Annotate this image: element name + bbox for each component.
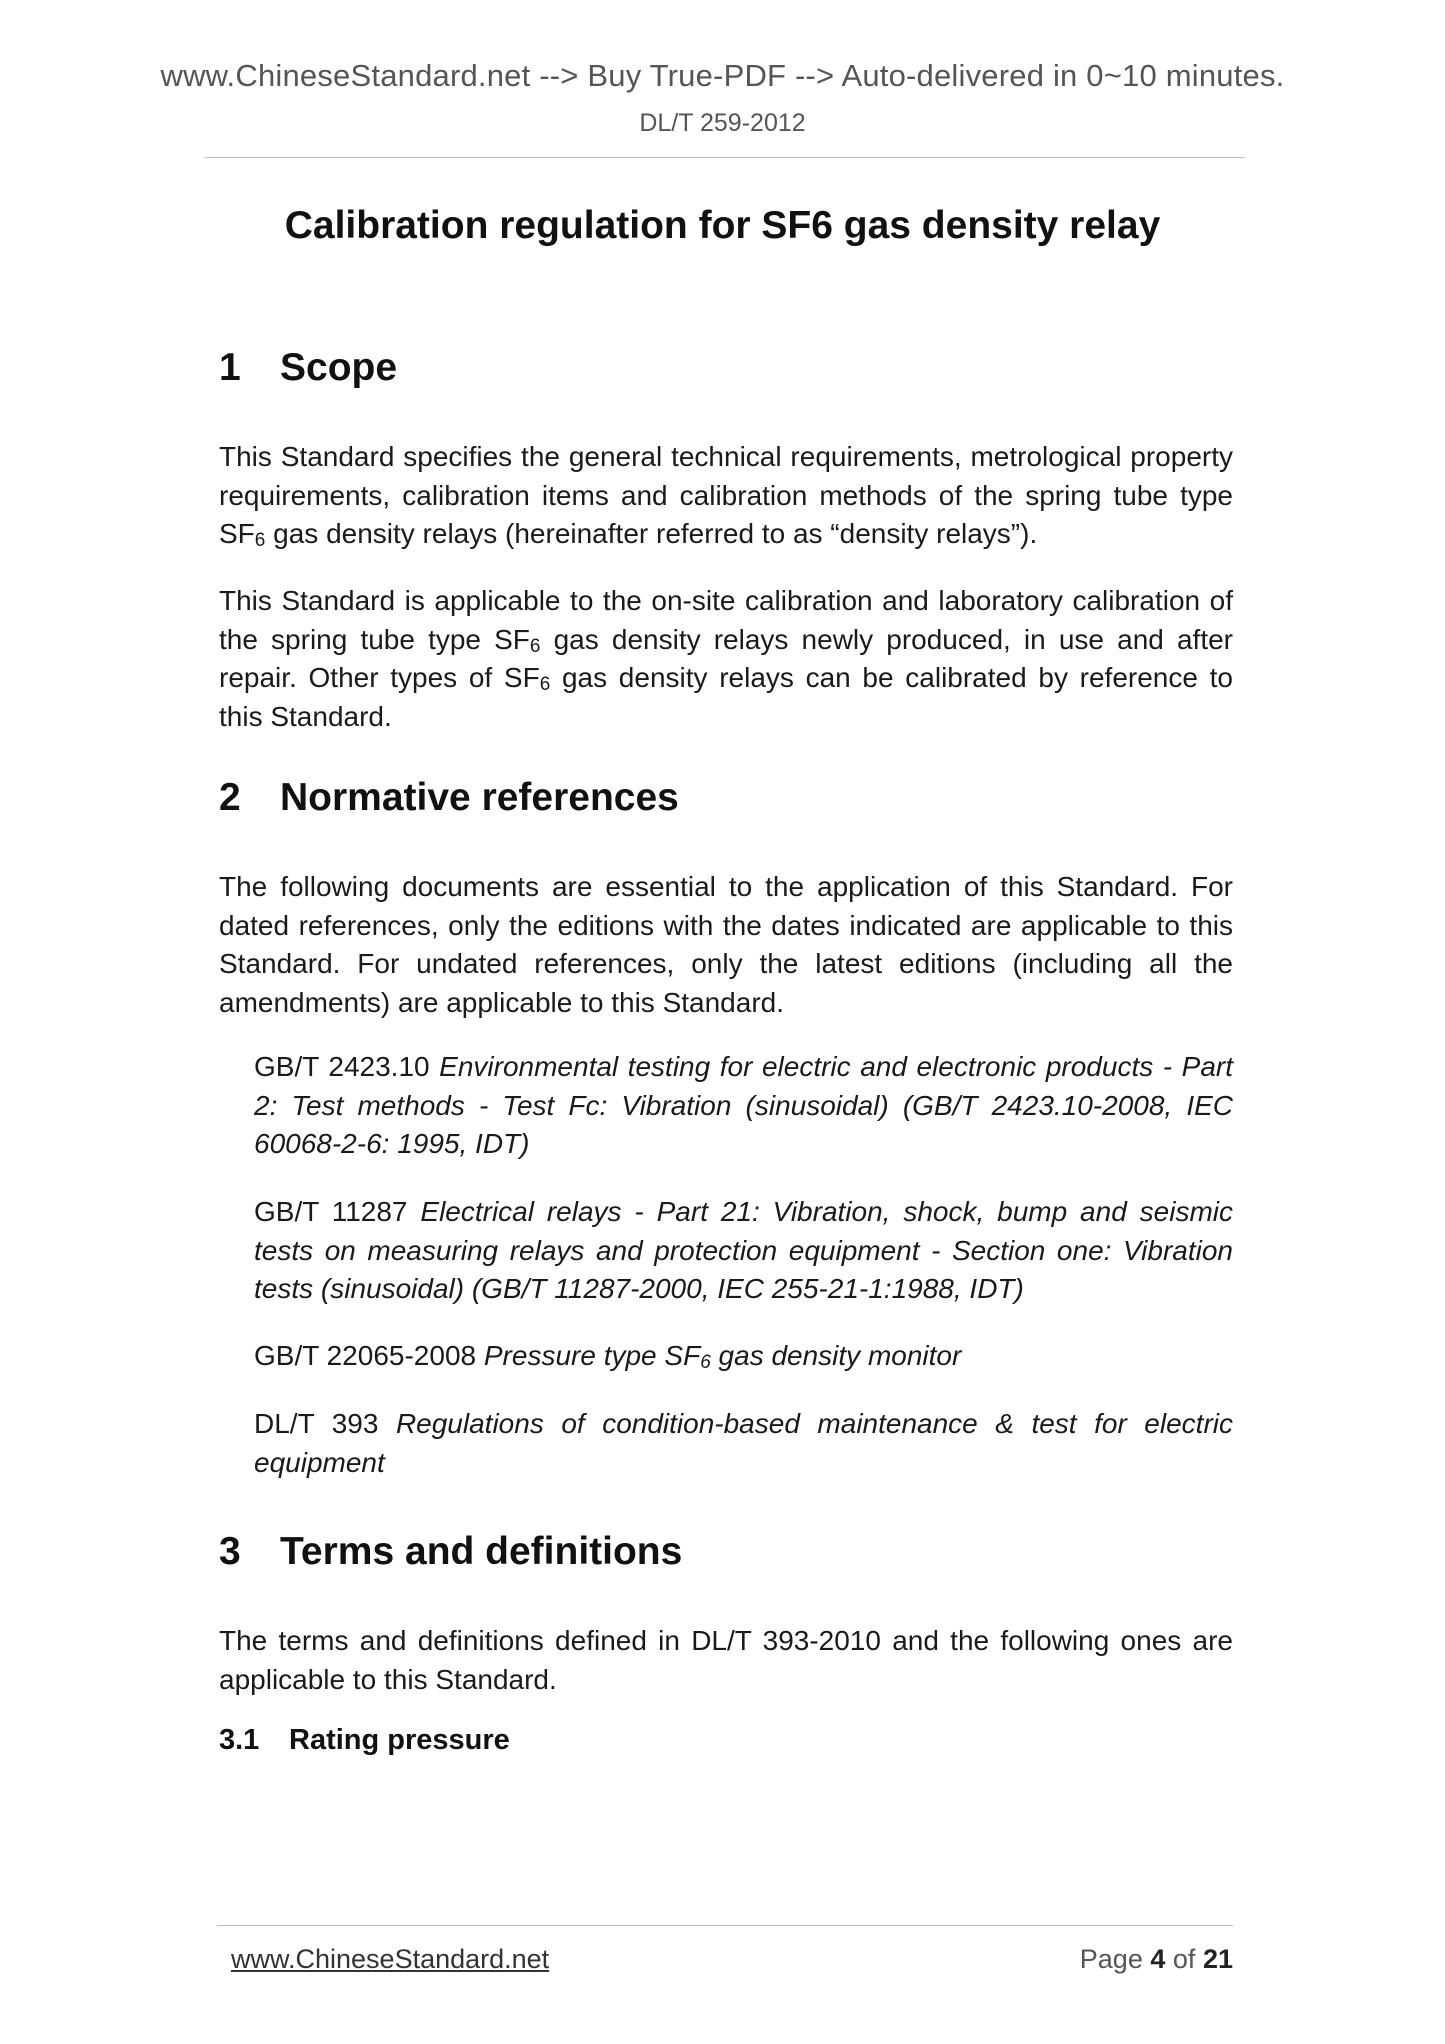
document-title: Calibration regulation for SF6 gas density relay [284,204,1161,247]
document-id: DL/T 259-2012 [639,109,806,137]
section-title: Terms and definitions [280,1530,683,1573]
page-banner: www.ChineseStandard.net --> Buy True-PDF --> Auto-delivered in 0~10 minutes. [160,58,1285,93]
section-terms-heading [219,1530,682,1574]
footer-site-link[interactable]: www.ChineseStandard.net [231,1944,550,1974]
reference-item: GB/T 11287 Electrical relays - Part 21: Vibration, shock, bump and seismic tests on measuring relays and protection equipment - Section one: Vibration tests (sinusoidal) (GB/T 11287-2000, IEC 255-21-1:1988, IDT) [254,1196,1233,1304]
reference-item: GB/T 2423.10 Environmental testing for electric and electronic products - Part 2: Test methods - Test Fc: Vibration (sinusoidal) (GB/T 2423.10-2008, IEC 60068-2-6: 1995, IDT) [254,1051,1233,1159]
subsection-title: Rating pressure [289,1724,510,1756]
section-number: 3 [219,1530,241,1573]
normative-intro: The following documents are essential to the application of this Standard. For dated references, only the editions with the dates indicated are applicable to this Standard. For undated references, only the latest editions (including all the amendments) are applicable to this Standard. [219,871,1233,1018]
section-number: 1 [219,346,241,389]
header-divider [205,157,1245,158]
section-normative-heading [219,776,679,820]
reference-item: GB/T 22065-2008 Pressure type $SF_6$ gas density monitor [254,1340,962,1373]
section-title: Scope [280,346,398,389]
subsection-heading [219,1724,510,1757]
subsection-number: 3.1 [219,1724,260,1756]
reference-item: DL/T 393 Regulations of condition-based maintenance & test for electric equipment [254,1408,1233,1478]
scope-paragraph-2: This Standard is applicable to the on-site calibration and laboratory calibration of the spring tube type $SF_6$ gas density relays newly produced, in use and after repair. Other types of $SF_6$ gas density relays can be calibrated by reference to this Standard. [219,585,1233,732]
page-number: Page 4 of 21 [1079,1944,1233,1974]
section-number: 2 [219,776,241,819]
section-title: Normative references [280,776,679,819]
terms-intro: The terms and definitions defined in DL/T 393-2010 and the following ones are applicable to this Standard. [219,1625,1233,1695]
footer-divider [217,1925,1233,1926]
section-scope-heading [219,346,397,390]
scope-paragraph-1: This Standard specifies the general technical requirements, metrological property requirements, calibration items and calibration methods of the spring tube type $SF_6$ gas density relays (hereinafter referred to as “density relays”). [219,441,1233,551]
